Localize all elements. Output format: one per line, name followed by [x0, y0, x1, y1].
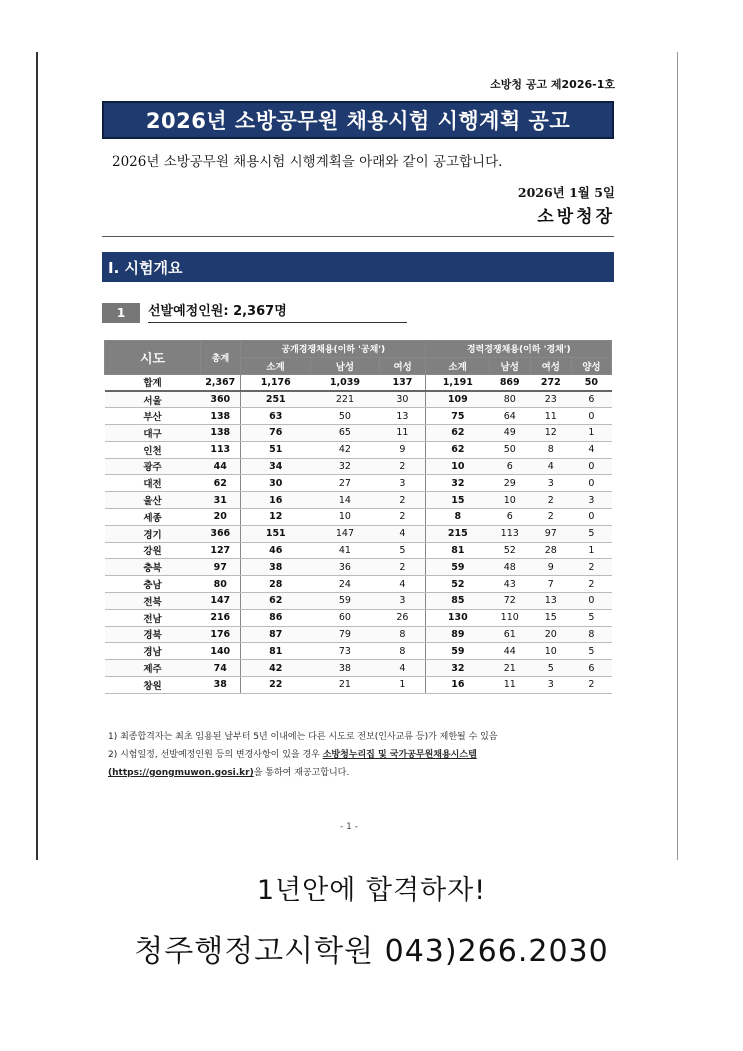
- value-cell: 0: [571, 458, 611, 475]
- region-cell: 부산: [105, 408, 201, 425]
- value-cell: 13: [530, 592, 571, 609]
- value-cell: 34: [241, 458, 311, 475]
- table-row: [105, 441, 612, 458]
- value-cell: 113: [201, 441, 241, 458]
- region-cell: 경북: [105, 626, 201, 643]
- header-career-subtotal: 소계: [426, 357, 489, 374]
- value-cell: 20: [530, 626, 571, 643]
- region-cell: 창원: [105, 676, 201, 693]
- value-cell: 16: [426, 676, 489, 693]
- intro-text: 2026년 소방공무원 채용시험 시행계획을 아래와 같이 공고합니다.: [112, 154, 503, 170]
- value-cell: 113: [489, 525, 530, 542]
- value-cell: 12: [241, 508, 311, 525]
- header-career-group: 경력경쟁채용(이하 '경채'): [426, 341, 612, 358]
- value-cell: 97: [530, 525, 571, 542]
- table-row: [105, 609, 612, 626]
- value-cell: 221: [311, 391, 380, 408]
- document-title: 2026년 소방공무원 채용시험 시행계획 공고: [102, 101, 614, 139]
- region-cell: 합계: [105, 374, 201, 391]
- value-cell: 32: [426, 475, 489, 492]
- table-row: [105, 592, 612, 609]
- value-cell: 21: [489, 660, 530, 677]
- table-row: [105, 391, 612, 408]
- value-cell: 52: [489, 542, 530, 559]
- value-cell: 80: [201, 576, 241, 593]
- header-open-male: 남성: [311, 357, 380, 374]
- region-cell: 경기: [105, 525, 201, 542]
- value-cell: 9: [379, 441, 426, 458]
- footnote-2-end: 을 통하여 재공고합니다.: [253, 768, 350, 778]
- value-cell: 2: [379, 559, 426, 576]
- subsection-header: [102, 302, 407, 323]
- table-row: [105, 559, 612, 576]
- value-cell: 76: [241, 424, 311, 441]
- value-cell: 27: [311, 475, 380, 492]
- value-cell: 110: [489, 609, 530, 626]
- value-cell: 15: [530, 609, 571, 626]
- region-cell: 광주: [105, 458, 201, 475]
- value-cell: 20: [201, 508, 241, 525]
- value-cell: 26: [379, 609, 426, 626]
- value-cell: 8: [379, 643, 426, 660]
- value-cell: 48: [489, 559, 530, 576]
- value-cell: 151: [241, 525, 311, 542]
- value-cell: 0: [571, 408, 611, 425]
- value-cell: 28: [530, 542, 571, 559]
- value-cell: 31: [201, 492, 241, 509]
- value-cell: 64: [489, 408, 530, 425]
- footnotes: [108, 728, 620, 782]
- value-cell: 75: [426, 408, 489, 425]
- region-cell: 충남: [105, 576, 201, 593]
- value-cell: 97: [201, 559, 241, 576]
- subsection-title: 선발예정인원: 2,367명: [148, 302, 407, 323]
- region-cell: 세종: [105, 508, 201, 525]
- value-cell: 4: [379, 576, 426, 593]
- value-cell: 59: [426, 643, 489, 660]
- recruitment-table: [104, 340, 612, 694]
- table-total-row: [105, 374, 612, 391]
- value-cell: 3: [379, 592, 426, 609]
- table-row: [105, 492, 612, 509]
- value-cell: 73: [311, 643, 380, 660]
- value-cell: 10: [311, 508, 380, 525]
- value-cell: 5: [379, 542, 426, 559]
- value-cell: 869: [489, 374, 530, 391]
- value-cell: 2: [571, 676, 611, 693]
- table-row: [105, 508, 612, 525]
- value-cell: 65: [311, 424, 380, 441]
- value-cell: 44: [489, 643, 530, 660]
- value-cell: 5: [571, 525, 611, 542]
- value-cell: 50: [489, 441, 530, 458]
- notice-number: 소방청 공고 제2026-1호: [490, 78, 615, 91]
- value-cell: 23: [530, 391, 571, 408]
- issuer-name: 소방청장: [537, 207, 615, 227]
- value-cell: 62: [201, 475, 241, 492]
- value-cell: 10: [426, 458, 489, 475]
- table-row: [105, 458, 612, 475]
- footnote-2-cont: [108, 764, 620, 782]
- value-cell: 10: [489, 492, 530, 509]
- subsection-number: 1: [102, 303, 140, 323]
- table-row: [105, 525, 612, 542]
- value-cell: 4: [379, 660, 426, 677]
- value-cell: 8: [379, 626, 426, 643]
- value-cell: 74: [201, 660, 241, 677]
- footnote-2-text: 2) 시험일정, 선발예정인원 등의 변경사항이 있을 경우: [108, 750, 323, 760]
- notice-date: 2026년 1월 5일: [517, 185, 615, 200]
- value-cell: 59: [311, 592, 380, 609]
- table-row: [105, 576, 612, 593]
- value-cell: 15: [426, 492, 489, 509]
- value-cell: 2: [530, 508, 571, 525]
- value-cell: 42: [311, 441, 380, 458]
- value-cell: 2: [379, 458, 426, 475]
- footnote-1: 1) 최종합격자는 최초 임용된 날부터 5년 이내에는 다른 시도로 전보(인사교류 등)가 제한될 수 있음: [108, 732, 498, 742]
- left-border-line: [36, 52, 38, 860]
- value-cell: 14: [311, 492, 380, 509]
- value-cell: 62: [426, 441, 489, 458]
- value-cell: 24: [311, 576, 380, 593]
- header-region: 시도: [105, 341, 201, 375]
- table-row: [105, 626, 612, 643]
- value-cell: 8: [571, 626, 611, 643]
- value-cell: 2: [571, 559, 611, 576]
- value-cell: 130: [426, 609, 489, 626]
- value-cell: 61: [489, 626, 530, 643]
- value-cell: 2,367: [201, 374, 241, 391]
- value-cell: 176: [201, 626, 241, 643]
- table-row: [105, 676, 612, 693]
- handwritten-contact: 청주행정고시학원 043)266.2030: [134, 934, 609, 969]
- value-cell: 109: [426, 391, 489, 408]
- value-cell: 52: [426, 576, 489, 593]
- value-cell: 79: [311, 626, 380, 643]
- value-cell: 11: [530, 408, 571, 425]
- value-cell: 62: [426, 424, 489, 441]
- value-cell: 85: [426, 592, 489, 609]
- value-cell: 30: [241, 475, 311, 492]
- value-cell: 6: [489, 458, 530, 475]
- table-row: [105, 424, 612, 441]
- region-cell: 대전: [105, 475, 201, 492]
- value-cell: 86: [241, 609, 311, 626]
- value-cell: 49: [489, 424, 530, 441]
- value-cell: 30: [379, 391, 426, 408]
- table-row: [105, 475, 612, 492]
- region-cell: 강원: [105, 542, 201, 559]
- value-cell: 2: [571, 576, 611, 593]
- header-open-group: 공개경쟁채용(이하 '공채'): [241, 341, 426, 358]
- value-cell: 89: [426, 626, 489, 643]
- value-cell: 0: [571, 508, 611, 525]
- value-cell: 1: [379, 676, 426, 693]
- value-cell: 32: [426, 660, 489, 677]
- value-cell: 62: [241, 592, 311, 609]
- section-title: Ⅰ. 시험개요: [102, 252, 614, 282]
- value-cell: 13: [379, 408, 426, 425]
- header-open-female: 여성: [379, 357, 426, 374]
- value-cell: 32: [311, 458, 380, 475]
- footnote-2-link[interactable]: 소방청누리집 및 국가공무원채용시스템: [322, 750, 477, 760]
- value-cell: 16: [241, 492, 311, 509]
- region-cell: 전북: [105, 592, 201, 609]
- value-cell: 1: [571, 542, 611, 559]
- value-cell: 50: [571, 374, 611, 391]
- table-row: [105, 643, 612, 660]
- value-cell: 140: [201, 643, 241, 660]
- value-cell: 366: [201, 525, 241, 542]
- value-cell: 3: [379, 475, 426, 492]
- right-border-line: [677, 52, 678, 860]
- value-cell: 0: [571, 592, 611, 609]
- value-cell: 138: [201, 408, 241, 425]
- value-cell: 38: [311, 660, 380, 677]
- value-cell: 2: [379, 508, 426, 525]
- value-cell: 3: [530, 676, 571, 693]
- value-cell: 1,176: [241, 374, 311, 391]
- value-cell: 6: [571, 660, 611, 677]
- region-cell: 대구: [105, 424, 201, 441]
- page-number: - 1 -: [340, 822, 358, 832]
- region-cell: 제주: [105, 660, 201, 677]
- region-cell: 울산: [105, 492, 201, 509]
- value-cell: 8: [426, 508, 489, 525]
- divider: [102, 236, 614, 237]
- value-cell: 81: [241, 643, 311, 660]
- value-cell: 43: [489, 576, 530, 593]
- header-open-subtotal: 소계: [241, 357, 311, 374]
- region-cell: 전남: [105, 609, 201, 626]
- value-cell: 216: [201, 609, 241, 626]
- value-cell: 2: [530, 492, 571, 509]
- handwritten-slogan: 1년안에 합격하자!: [256, 875, 487, 906]
- value-cell: 28: [241, 576, 311, 593]
- value-cell: 11: [489, 676, 530, 693]
- table-row: [105, 660, 612, 677]
- value-cell: 46: [241, 542, 311, 559]
- region-cell: 경남: [105, 643, 201, 660]
- region-cell: 인천: [105, 441, 201, 458]
- value-cell: 1: [571, 424, 611, 441]
- value-cell: 81: [426, 542, 489, 559]
- value-cell: 127: [201, 542, 241, 559]
- footnote-2: [108, 746, 620, 764]
- value-cell: 251: [241, 391, 311, 408]
- value-cell: 5: [571, 609, 611, 626]
- value-cell: 41: [311, 542, 380, 559]
- value-cell: 2: [379, 492, 426, 509]
- value-cell: 59: [426, 559, 489, 576]
- value-cell: 60: [311, 609, 380, 626]
- value-cell: 3: [530, 475, 571, 492]
- header-career-female: 여성: [530, 357, 571, 374]
- header-career-neutral: 양성: [571, 357, 611, 374]
- value-cell: 12: [530, 424, 571, 441]
- value-cell: 80: [489, 391, 530, 408]
- value-cell: 1,191: [426, 374, 489, 391]
- value-cell: 7: [530, 576, 571, 593]
- header-total: 총계: [201, 341, 241, 375]
- value-cell: 9: [530, 559, 571, 576]
- value-cell: 4: [530, 458, 571, 475]
- value-cell: 5: [571, 643, 611, 660]
- value-cell: 63: [241, 408, 311, 425]
- value-cell: 29: [489, 475, 530, 492]
- value-cell: 44: [201, 458, 241, 475]
- value-cell: 3: [571, 492, 611, 509]
- value-cell: 4: [571, 441, 611, 458]
- value-cell: 21: [311, 676, 380, 693]
- value-cell: 11: [379, 424, 426, 441]
- value-cell: 8: [530, 441, 571, 458]
- value-cell: 147: [201, 592, 241, 609]
- value-cell: 137: [379, 374, 426, 391]
- value-cell: 5: [530, 660, 571, 677]
- value-cell: 0: [571, 475, 611, 492]
- value-cell: 22: [241, 676, 311, 693]
- value-cell: 87: [241, 626, 311, 643]
- value-cell: 42: [241, 660, 311, 677]
- value-cell: 50: [311, 408, 380, 425]
- value-cell: 72: [489, 592, 530, 609]
- value-cell: 51: [241, 441, 311, 458]
- value-cell: 138: [201, 424, 241, 441]
- header-career-male: 남성: [489, 357, 530, 374]
- value-cell: 38: [241, 559, 311, 576]
- value-cell: 36: [311, 559, 380, 576]
- value-cell: 147: [311, 525, 380, 542]
- value-cell: 38: [201, 676, 241, 693]
- region-cell: 서울: [105, 391, 201, 408]
- value-cell: 6: [489, 508, 530, 525]
- value-cell: 360: [201, 391, 241, 408]
- table-row: [105, 408, 612, 425]
- value-cell: 215: [426, 525, 489, 542]
- region-cell: 충북: [105, 559, 201, 576]
- table-row: [105, 542, 612, 559]
- value-cell: 10: [530, 643, 571, 660]
- value-cell: 4: [379, 525, 426, 542]
- value-cell: 1,039: [311, 374, 380, 391]
- value-cell: 272: [530, 374, 571, 391]
- footnote-2-url[interactable]: (https://gongmuwon.gosi.kr): [108, 768, 254, 778]
- value-cell: 6: [571, 391, 611, 408]
